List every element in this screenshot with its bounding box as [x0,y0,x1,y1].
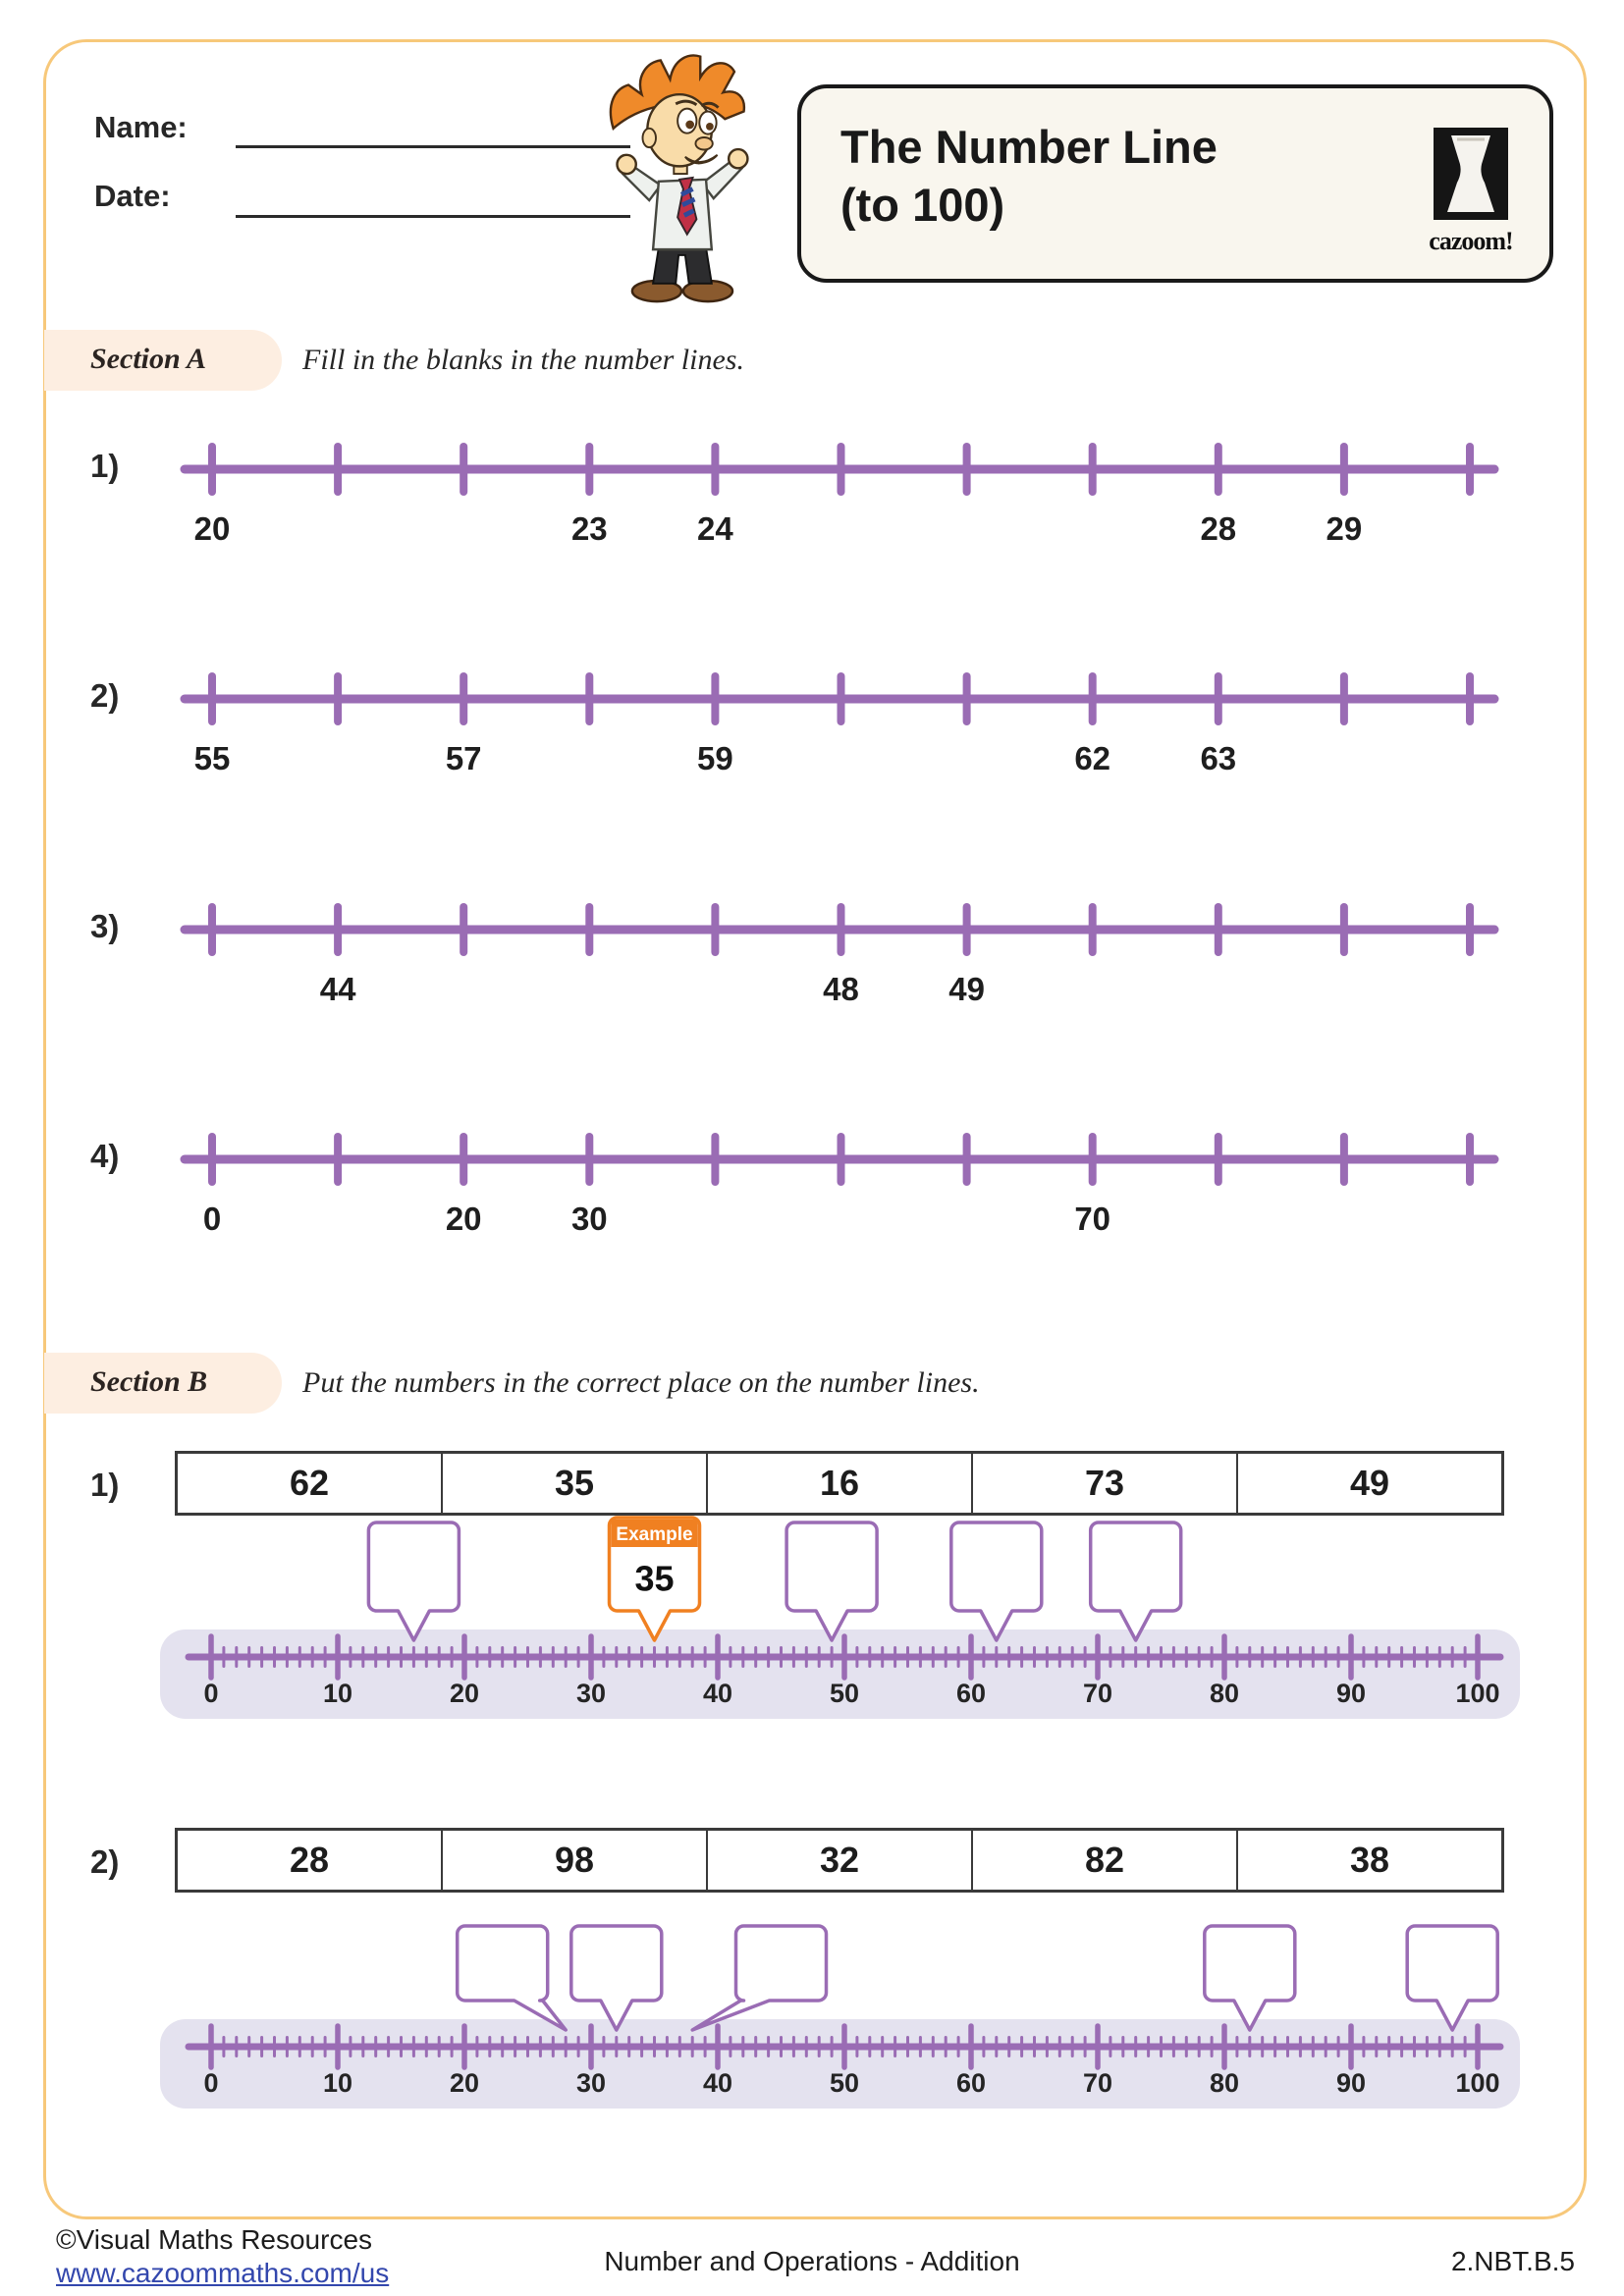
worksheet-title-box [797,84,1553,283]
section-b-label: Section B [90,1365,208,1398]
number-bank-b1 [175,1451,1504,1516]
axis-label: 20 [449,2068,480,2098]
axis-label: 60 [955,1679,987,1708]
tick-label: 48 [823,971,859,1007]
worksheet-title [840,118,1218,234]
tick-label: 55 [193,740,231,776]
tick-label: 29 [1326,510,1363,547]
tick-label: 59 [697,740,733,776]
answer-callout[interactable] [571,1926,662,2030]
number-bank-value: 28 [289,1840,330,1880]
name-input-line[interactable] [236,145,630,148]
question-a2-label: 2) [90,677,120,714]
name-label: Name: [94,110,188,144]
axis-label: 80 [1209,2068,1240,2098]
axis-label: 0 [203,2068,219,2098]
answer-callout[interactable] [368,1522,459,1640]
number-line-a4 [0,1091,1624,1248]
axis-label: 50 [829,2068,860,2098]
ruler-number-line-b1 [0,1510,1624,1765]
axis-label: 60 [955,2068,987,2098]
drum-icon [1428,128,1514,220]
tick-label: 70 [1074,1201,1111,1237]
axis-label: 80 [1209,1679,1240,1708]
axis-label: 100 [1455,1679,1500,1708]
number-bank-value: 32 [706,1831,971,1890]
footer-topic: Number and Operations - Addition [604,2246,1020,2276]
callout-value: 35 [634,1558,675,1599]
tick-label: 28 [1200,510,1237,547]
number-bank-value: 73 [971,1454,1236,1513]
tick-label: 30 [570,1201,608,1237]
tick-label: 20 [445,1201,482,1237]
tick-label: 23 [570,510,608,547]
axis-label: 90 [1335,1679,1367,1708]
answer-callout[interactable] [1205,1926,1295,2030]
section-a-instruction: Fill in the blanks in the number lines. [302,344,744,376]
axis-label: 70 [1082,2068,1113,2098]
axis-label: 100 [1455,2068,1500,2098]
number-bank-value: 62 [289,1463,330,1503]
axis-label: 40 [702,1679,733,1708]
title-line-1: The Number Line [840,121,1218,173]
tick-label: 57 [445,740,482,776]
date-label: Date: [94,179,171,213]
answer-callout[interactable] [692,1926,826,2030]
axis-label: 10 [322,1679,353,1708]
number-bank-value: 49 [1236,1454,1501,1513]
section-a-label: Section A [90,343,207,375]
number-line-a3 [0,861,1624,1018]
question-a4-label: 4) [90,1138,120,1174]
title-line-2: (to 100) [840,179,1005,231]
ruler-number-line-b2 [0,1914,1624,2169]
tick-label: 20 [193,510,231,547]
tick-label: 44 [319,971,356,1007]
question-b1-label: 1) [90,1467,120,1503]
number-bank-value: 98 [441,1831,706,1890]
section-a-header [44,330,282,391]
axis-label: 50 [829,1679,860,1708]
number-line-a2 [0,630,1624,787]
answer-callout[interactable] [458,1926,567,2030]
footer-copyright: ©Visual Maths Resources [56,2224,373,2255]
number-bank-value: 38 [1236,1831,1501,1890]
section-b-instruction: Put the numbers in the correct place on the number lines. [302,1366,980,1399]
axis-label: 40 [702,2068,733,2098]
tick-label: 63 [1200,740,1237,776]
axis-label: 20 [449,1679,480,1708]
tick-label: 0 [202,1201,222,1237]
footer-standard-code: 2.NBT.B.5 [1450,2246,1575,2276]
axis-label: 30 [575,2068,607,2098]
number-line-a1 [0,400,1624,558]
example-badge-label: Example [616,1524,693,1545]
axis-label: 30 [575,1679,607,1708]
answer-callout[interactable] [1407,1926,1497,2030]
answer-callout[interactable] [951,1522,1042,1640]
axis-label: 70 [1082,1679,1113,1708]
question-b2-label: 2) [90,1843,120,1880]
cazoom-logo [1424,128,1518,256]
date-input-line[interactable] [236,215,630,218]
axis-label: 90 [1335,2068,1367,2098]
tutor-character-illustration [585,47,778,304]
tick-label: 62 [1074,740,1111,776]
answer-callout[interactable] [1091,1522,1181,1640]
footer-url[interactable]: www.cazoommaths.com/us [56,2258,390,2288]
logo-text: cazoom! [1429,227,1513,255]
question-a3-label: 3) [90,908,120,944]
axis-label: 0 [203,1679,219,1708]
section-b-header [44,1353,282,1414]
question-a1-label: 1) [90,448,120,484]
number-bank-value: 82 [971,1831,1236,1890]
answer-callout[interactable] [786,1522,877,1640]
number-bank-b2 [175,1828,1504,1893]
tick-label: 24 [697,510,733,547]
number-bank-value: 16 [706,1454,971,1513]
axis-label: 10 [322,2068,353,2098]
number-bank-value: 35 [441,1454,706,1513]
tick-label: 49 [948,971,985,1007]
